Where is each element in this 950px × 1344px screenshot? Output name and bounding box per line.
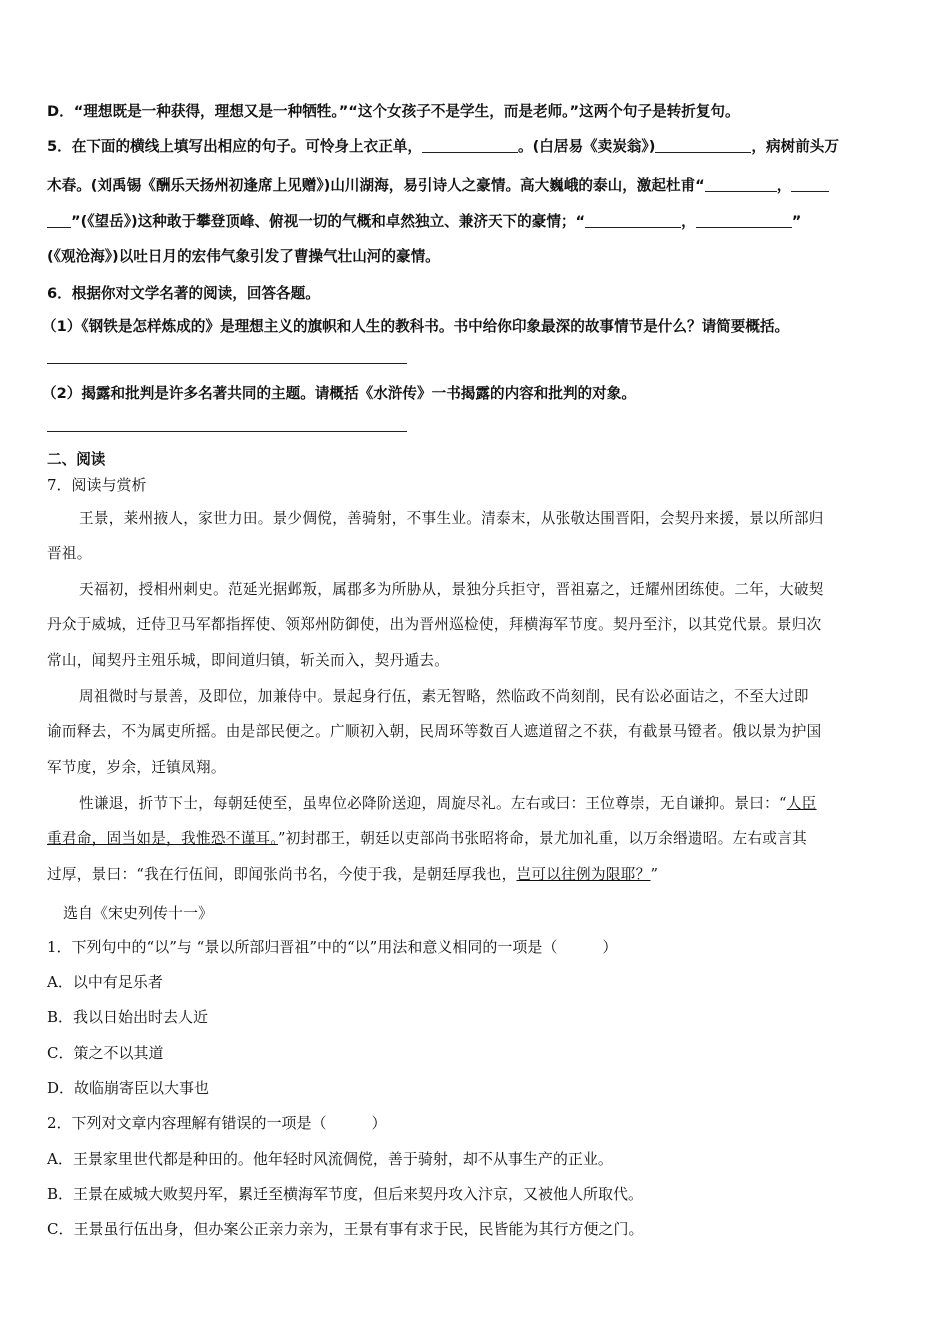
answer-line-1[interactable]	[47, 363, 407, 364]
passage-p1-line-1: 王景，莱州掖人，家世力田。景少倜傥，善骑射，不事生业。清泰末，从张敬达围晋阳，会契丹来援，景以所部归	[79, 510, 824, 527]
passage-p3-line-2: 谕而释去，不为属吏所摇。由是部民便之。广顺初入朝，民周环等数百人遮道留之不获，有截景马镫者。俄以景为护国	[47, 723, 822, 740]
fill-blank-5[interactable]	[585, 213, 681, 228]
passage-p4-line-2	[47, 828, 906, 850]
passage-p2-line-2: 丹众于威城，迁侍卫马军都指挥使、领郑州防御使，出为晋州巡检使，拜横海军节度。契丹至汴，以其党代景。景归次	[47, 616, 822, 633]
q5-line-4: (《观沧海》)以吐日月的宏伟气象引发了曹操气壮山河的豪情。	[47, 248, 440, 265]
q2-option-c[interactable]: C．王景虽行伍出身，但办案公正亲力亲为，王景有事有求于民，民皆能为其行方便之门。	[47, 1220, 644, 1238]
option-d: D．“理想既是一种获得，理想又是一种牺牲。”“这个女孩子不是学生，而是老师。”这两个句子是转折复句。	[47, 103, 740, 120]
q5-line-1	[47, 136, 906, 158]
underlined-phrase-1b: 重君命，固当如是，我惟恐不谨耳。	[47, 830, 279, 847]
passage-p2-line-1: 天福初，授相州刺史。范延光据邺叛，属郡多为所胁从，景独分兵拒守，晋祖嘉之，迁耀州团练使。二年，大破契	[79, 581, 824, 598]
p4-text-1a: 性谦退，折节下士，每朝廷使至，虽卑位必降阶送迎，周旋尽礼。左右或曰：王位尊崇，无自谦抑。景曰：“	[79, 795, 787, 812]
p4-text-2b: ”初封郡王，朝廷以吏部尚书张昭将命，景尤加礼重，以万余缗遗昭。左右或言其	[278, 830, 808, 847]
q1-option-b[interactable]: B．我以日始出时去人近	[47, 1008, 209, 1026]
q5-text-1b: 。(白居易《卖炭翁》)	[518, 138, 656, 155]
q6-part-2: （2）揭露和批判是许多名著共同的主题。请概括《水浒传》一书揭露的内容和批判的对象。	[42, 385, 636, 402]
answer-line-2[interactable]	[47, 431, 407, 432]
q5-text-2a: 木春。(刘禹锡《酬乐天扬州初逢席上见赠》)山川湖海，易引诗人之豪情。高大巍峨的泰山，激起杜甫“	[47, 177, 705, 194]
passage-p3-line-3: 军节度，岁余，迁镇凤翔。	[47, 759, 226, 776]
q5-text-1a: 5．在下面的横线上填写出相应的句子。可怜身上衣正单，	[47, 138, 423, 155]
q5-text-3a: ”(《望岳》)这种敢于攀登顶峰、俯视一切的气概和卓然独立、兼济天下的豪情；“	[71, 213, 586, 230]
passage-p4-line-1	[79, 793, 906, 815]
q2-stem: 2．下列对文章内容理解有错误的一项是（ ）	[47, 1114, 387, 1132]
q7-title: 7．阅读与赏析	[47, 476, 147, 494]
fill-blank-6[interactable]	[696, 213, 792, 228]
p4-text-3a: 过厚，景曰：“我在行伍间，即闻张尚书名，今使于我，是朝廷厚我也，	[47, 866, 517, 883]
section-heading: 二、阅读	[47, 451, 106, 468]
q5-text-2b: ，	[776, 177, 792, 194]
passage-p2-line-3: 常山，闻契丹主殂乐城，即间道归镇，斩关而入，契丹遁去。	[47, 652, 450, 669]
fill-blank-4b[interactable]	[47, 213, 71, 228]
q1-option-a[interactable]: A．以中有足乐者	[47, 973, 163, 991]
q6-intro: 6．根据你对文学名著的阅读，回答各题。	[47, 285, 320, 302]
q5-line-3	[47, 211, 906, 233]
q1-stem: 1．下列句中的“以”与 “景以所部归晋祖”中的“以”用法和意义相同的一项是（ ）	[47, 938, 618, 956]
q2-option-a[interactable]: A．王景家里世代都是种田的。他年轻时风流倜傥，善于骑射，却不从事生产的正业。	[47, 1150, 613, 1168]
fill-blank-4a[interactable]	[791, 177, 829, 192]
q2-option-b[interactable]: B．王景在威城大败契丹军，累迁至横海军节度，但后来契丹攻入汴京，又被他人所取代。	[47, 1185, 644, 1203]
fill-blank-2[interactable]	[655, 138, 751, 153]
q1-option-c[interactable]: C．策之不以其道	[47, 1044, 164, 1062]
q1-option-d[interactable]: D．故临崩寄臣以大事也	[47, 1079, 210, 1097]
q5-line-2	[47, 175, 906, 197]
p4-text-3b: ”	[650, 866, 659, 883]
fill-blank-3[interactable]	[705, 177, 777, 192]
q5-text-3c: ”	[791, 213, 802, 230]
q5-text-1c: ，病树前头万	[751, 138, 839, 155]
q6-part-1: （1）《钢铁是怎样炼成的》是理想主义的旗帜和人生的教科书。书中给你印象最深的故事情节是什么？请简要概括。	[42, 318, 790, 335]
passage-p4-line-3	[47, 864, 906, 886]
fill-blank-1[interactable]	[422, 138, 518, 153]
passage-p1-line-2: 晋祖。	[47, 545, 92, 562]
underlined-phrase-1a: 人臣	[786, 795, 817, 812]
passage-source: 选自《宋史列传十一》	[63, 904, 214, 922]
passage-p3-line-1: 周祖微时与景善，及即位，加兼侍中。景起身行伍，素无智略，然临政不尚刻削，民有讼必面诘之，不至大过即	[79, 688, 809, 705]
q5-text-3b: ，	[681, 213, 696, 230]
underlined-phrase-2: 岂可以往例为限耶？	[516, 866, 651, 883]
